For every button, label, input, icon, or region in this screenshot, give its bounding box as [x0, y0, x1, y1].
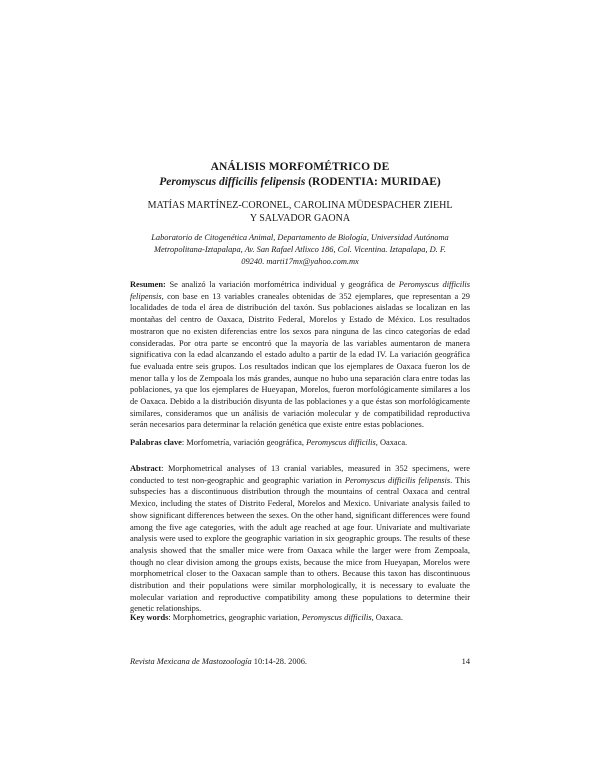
- resumen-label: Resumen:: [130, 280, 166, 289]
- key-words: [130, 612, 470, 624]
- title-taxon: (RODENTIA: MURIDAE): [305, 176, 441, 188]
- footer-citation: [130, 657, 307, 666]
- key-words-text-2: , Oaxaca.: [371, 613, 403, 622]
- footer-issue: 10:14-28. 2006.: [251, 657, 308, 666]
- key-words-text-1: : Morphometrics, geographic variation,: [168, 613, 302, 622]
- page-footer: [130, 656, 470, 667]
- abstract-text-2: . This subspecies has a discontinuous distribution through the mountains of central Oaxaca and central Mexico, including the states of Distrito Federal, Morelos and Mexico. Univariate analysis failed to show significant differences between the sexes. On the other hand, significant differences were found among the five age categories, with the adult age reached at age four. Univariate and multivariate analysis were used to explore the geographic variation in six geographic groups. The results of these analysis showed that the smaller mice were from Oaxaca while the larger were from Zempoala, though no clear division among the groups exists, because the mice from Hueyapan, Morelos were morphometrical closer to the Oaxacan sample than to others. Because this taxon has discontinuous distribution and their populations were similar morphologically, it is necessary to evaluate the molecular variation and reproductive compatibility among these populations to determine their genetic relationships.: [130, 475, 470, 614]
- affiliation-line-3: 09240. marti17mx@yahoo.com.mx: [241, 257, 359, 266]
- palabras-clave: [130, 437, 470, 449]
- authors-line-2: Y SALVADOR GAONA: [249, 213, 351, 224]
- affiliation: [120, 232, 480, 268]
- page-number: 14: [461, 657, 470, 666]
- resumen: [130, 279, 470, 431]
- palabras-clave-species: Peromyscus difficilis: [306, 438, 376, 447]
- resumen-text-1: Se analizó la variación morfométrica individual y geográfica de: [165, 280, 399, 289]
- authors-line-1: MATÍAS MARTÍNEZ-CORONEL, CAROLINA MÜDESPACHER ZIEHL: [147, 200, 453, 211]
- affiliation-line-1: Laboratorio de Citogenética Animal, Departamento de Biología, Universidad Autónoma: [151, 233, 449, 242]
- title-line-1: ANÁLISIS MORFOMÉTRICO DE: [210, 161, 390, 173]
- abstract: [130, 463, 470, 615]
- palabras-clave-text-1: : Morfometría, variación geográfica,: [181, 438, 307, 447]
- abstract-species: Peromyscus difficilis felipensis: [344, 475, 451, 485]
- affiliation-line-2: Metropolitana-Iztapalapa, Av. San Rafael Atlixco 186, Col. Vicentina. Iztapalapa, D. F.: [153, 245, 446, 254]
- authors: [100, 199, 500, 225]
- palabras-clave-text-2: , Oaxaca.: [375, 438, 408, 447]
- resumen-species: Peromyscus difficilis felipensis: [130, 280, 470, 301]
- footer-journal: Revista Mexicana de Mastozoología: [130, 657, 252, 666]
- key-words-species: Peromyscus difficilis: [301, 613, 372, 622]
- resumen-text-2: , con base en 13 variables craneales obtenidas de 352 ejemplares, que representan a 29 localidades de toda el área de distribución del taxón. Sus poblaciones aisladas se localizan en las montañas del centro de Oaxaca, Distrito Federal, Morelos y Estado de México. Los resultados mostraron que no existen diferencias entre los sexos para ninguna de las cinco categorías de edad consideradas. Por otra parte se encontró que la mayoría de las variables aumentaron de manera significativa con la edad alcanzando el estado adulto a partir de la edad IV. La variación geográfica fue evaluada entre seis grupos. Los resultados indican que los ejemplares de Oaxaca fueron los de menor talla y los de Zempoala los más grandes, aunque no hubo una separación clara entre todas las poblaciones, ya que los ejemplares de Hueyapan, Morelos, fueron morfológicamente similares a los de Oaxaca. Debido a la distribución disyunta de las poblaciones y a que éstas son morfológicamente similares, consideramos que un análisis de variación molecular y de compatibilidad reproductiva serán necesarios para determinar la relación genética que existe entre estas poblaciones.: [130, 291, 470, 430]
- title-species: Peromyscus difficilis felipensis: [159, 176, 306, 188]
- palabras-clave-label: Palabras clave: [130, 438, 182, 447]
- abstract-text-1: : Morphometrical analyses of 13 cranial variables, measured in 352 specimens, were conducted to test non-geographic and geographic variation in: [130, 464, 470, 485]
- title-line-2: [100, 175, 500, 190]
- article-title: [100, 160, 500, 190]
- key-words-label: Key words: [130, 613, 169, 622]
- abstract-label: Abstract: [130, 464, 162, 473]
